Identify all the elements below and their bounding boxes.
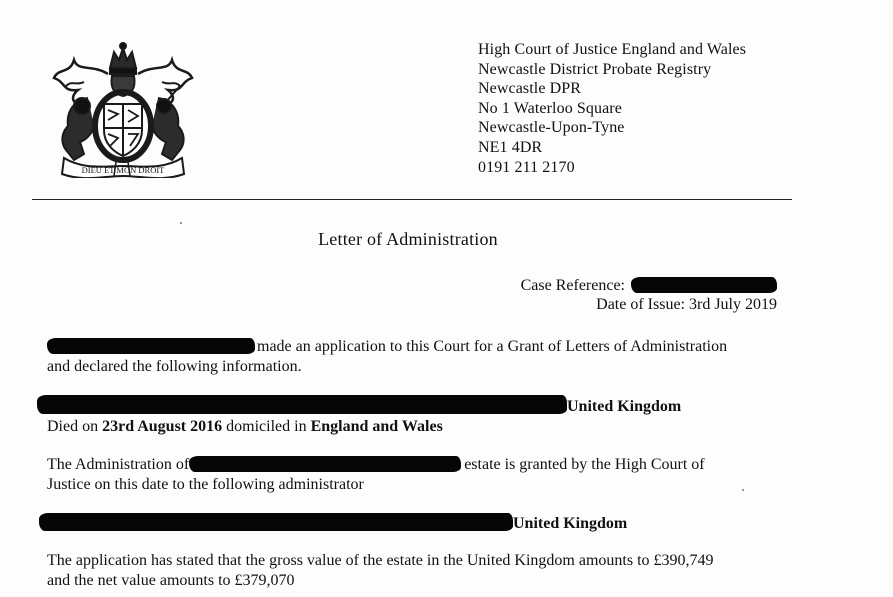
court-address-block: [478, 40, 746, 177]
application-line-1: [47, 337, 727, 357]
city: Newcastle-Upon-Tyne: [478, 119, 625, 137]
postcode: NE1 4DR: [478, 138, 543, 156]
estate-gross-line: The application has stated that the gross value of the estate in the United Kingdom amounts to £390,749: [47, 552, 714, 569]
phone-number: 0191 211 2170: [478, 158, 575, 176]
date-of-issue-row: [521, 295, 777, 314]
administration-line-1: [47, 455, 705, 475]
application-text: made an application to this Court for a Grant of Letters of Administration: [257, 338, 728, 355]
estate-value-paragraph: [47, 551, 714, 590]
administration-suffix: estate is granted by the High Court of: [464, 456, 705, 473]
royal-coat-of-arms-logo: [44, 42, 202, 178]
estate-net-line: and the net value amounts to £379,070: [47, 571, 295, 589]
deceased-paragraph: [47, 395, 681, 436]
administrator-paragraph: [47, 513, 627, 534]
court-name: High Court of Justice England and Wales: [478, 41, 747, 58]
svg-text:DIEU ET MON DROIT: DIEU ET MON DROIT: [81, 165, 165, 175]
deceased-country: United Kingdom: [567, 398, 682, 415]
redaction-bar-deceased-name: [189, 456, 461, 472]
death-details-line: [47, 417, 681, 437]
administration-line-2: Justice on this date to the following administrator: [47, 475, 364, 493]
case-reference-row: [521, 276, 777, 295]
administration-paragraph: [47, 455, 705, 494]
application-paragraph: [47, 337, 727, 376]
header-divider: [32, 199, 792, 200]
redaction-bar-applicant: [47, 338, 255, 354]
domiciled-label: domiciled in: [226, 417, 307, 435]
case-reference-label: Case Reference:: [520, 277, 625, 294]
date-of-issue-value: 3rd July 2019: [689, 296, 777, 313]
street-address: No 1 Waterloo Square: [478, 99, 622, 117]
registry-short-name: Newcastle DPR: [478, 80, 582, 98]
redaction-bar-administrator-address: [39, 513, 513, 531]
redaction-bar-case-reference: [631, 277, 777, 293]
administration-prefix: The Administration of: [47, 456, 190, 473]
registry-name: Newcastle District Probate Registry: [478, 60, 712, 78]
died-on-label: Died on: [47, 417, 99, 435]
date-of-issue-label: Date of Issue:: [596, 296, 685, 313]
scan-speck: [742, 489, 744, 491]
redaction-bar-deceased-address: [37, 395, 567, 414]
case-details: [521, 276, 777, 314]
scan-speck: [180, 222, 182, 224]
document-title: Letter of Administration: [318, 229, 498, 249]
deceased-address-line: [47, 395, 681, 417]
domicile-value: England and Wales: [310, 417, 443, 435]
date-of-death: 23rd August 2016: [102, 417, 223, 435]
application-line-2: and declared the following information.: [47, 357, 302, 375]
administrator-country: United Kingdom: [513, 515, 628, 532]
administrator-address-line: [47, 513, 627, 534]
